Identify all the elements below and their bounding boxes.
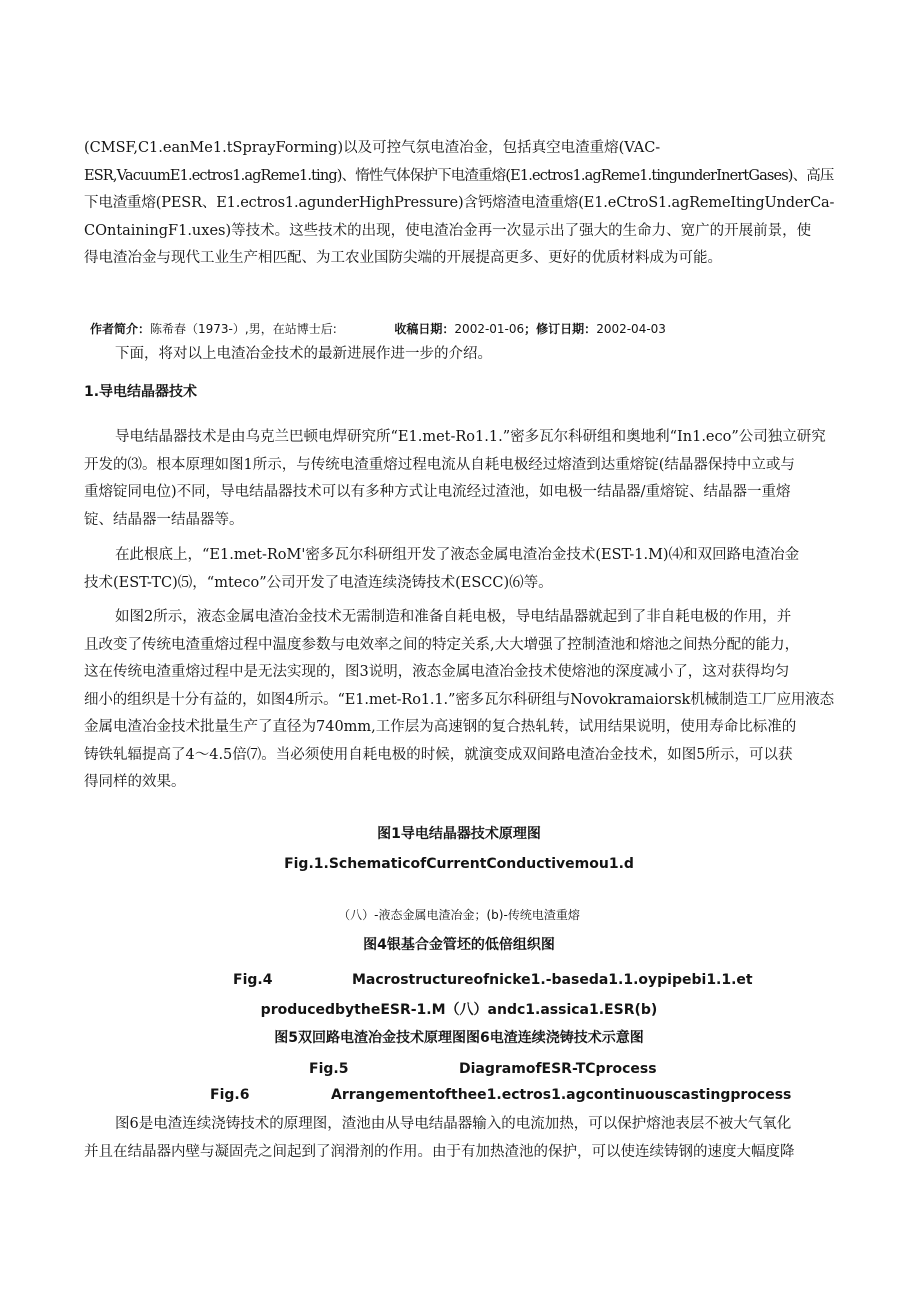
section1-paragraph-1 <box>84 424 834 534</box>
fig6-en-label: Fig.6 <box>210 1087 250 1103</box>
text-line: ESR,VacuumE1.ectros1.agReme1.ting)、惰性气体保护下电渣重熔(E1.ectros1.agReme1.tingunderInertGases)、高压 <box>84 167 834 184</box>
text-line: 锭、结晶器一结晶器等。 <box>84 511 244 528</box>
text-line: COntainingF1.uxes)等技术。这些技术的出现，使电渣冶金再一次显示出了强大的生命力、宽广的开展前景，使 <box>84 222 812 239</box>
text-line: 如图2所示，液态金属电渣冶金技术无需制造和准备自耗电极，导电结晶器就起到了非自耗电极的作用，并 <box>115 609 792 625</box>
fig5-en-label: Fig.5 <box>309 1061 349 1077</box>
text-line: 铸铁轧辐提高了4～4.5倍⑺。当必须使用自耗电极的时候，就演变成双间路电渣冶金技术，如图5所示，可以获 <box>84 746 793 763</box>
text-line: 技术(EST-TC)⑸，“mteco”公司开发了电渣连续浇铸技术(ESCC)⑹等。 <box>84 574 553 591</box>
text-line: 下面，将对以上电渣冶金技术的最新进展作进一步的介绍。 <box>115 346 492 362</box>
fig4-caption-en-b: producedbytheESR-1.M（八）andc1.assica1.ESR(b) <box>260 1002 658 1018</box>
text-line: 且改变了传统电渣重熔过程中温度参数与电效率之间的特定关系,大大增强了控制渣池和熔池之间热分配的能力， <box>84 636 800 653</box>
fig4-en-label: Fig.4 <box>233 972 273 988</box>
fig1-caption-cn: 图1导电结晶器技术原理图 <box>377 826 541 842</box>
fig4-caption-en-a: Macrostructureofnicke1.-baseda1.1.oypipebi1.1.et <box>352 972 753 988</box>
text-line: 图6是电渣连续浇铸技术的原理图，渣池由从导电结晶器输入的电流加热，可以保护熔池表层不被大气氧化 <box>115 1116 792 1132</box>
section-heading: 1.导电结晶器技术 <box>84 384 198 400</box>
text-line: 得电渣冶金与现代工业生产相匹配、为工农业国防尖端的开展提高更多、更好的优质材料成为可能。 <box>84 250 722 266</box>
fig4-subcaption: （八）-液态金属电渣冶金；(b)-传统电渣重熔 <box>338 908 580 922</box>
fig6-caption-en: Arrangementofthee1.ectros1.agcontinuouscastingprocess <box>331 1087 792 1103</box>
text-line: 开发的⑶。根本原理如图1所示，与传统电渣重熔过程电流从自耗电极经过熔渣到达重熔锭(结晶器保持中立或与 <box>84 456 795 473</box>
received-date: 2002-01-06 <box>454 322 525 336</box>
closing-paragraph <box>84 1111 834 1166</box>
author-info <box>90 320 666 337</box>
fig5-caption-en: DiagramofESR-TCprocess <box>459 1061 657 1077</box>
author-text: 陈希春（1973-）,男，在站博士后: <box>150 322 337 336</box>
text-line: 在此根底上，“E1.met-RoM'密多瓦尔科研组开发了液态金属电渣冶金技术(EST-1.M)⑷和双回路电渣冶金 <box>115 547 800 563</box>
text-line: 导电结晶器技术是由乌克兰巴顿电焊研究所“E1.met-Ro1.1.”密多瓦尔科研组和奥地利“In1.eco”公司独立研究 <box>115 429 826 445</box>
fig4-caption-cn: 图4银基合金管坯的低倍组织图 <box>363 937 555 953</box>
revised-label: ；修订日期： <box>524 322 597 336</box>
section1-paragraph-2 <box>84 542 834 597</box>
text-line: 并且在结晶器内壁与凝固壳之间起到了润滑剂的作用。由于有加热渣池的保护，可以使连续铸钢的速度大幅度降 <box>84 1143 795 1160</box>
fig1-caption-en: Fig.1.SchematicofCurrentConductivemou1.d <box>284 856 634 872</box>
text-line: 得同样的效果。 <box>84 774 186 790</box>
text-line: 金属电渣冶金技术批量生产了直径为740mm,工作层为高速钢的复合热轧转，试用结果说明，使用寿命比标准的 <box>84 719 797 735</box>
section1-paragraph-3 <box>84 604 834 797</box>
text-line: 下电渣重熔(PESR、E1.ectros1.agunderHighPressure)含钙熔渣电渣重熔(E1.eCtroS1.agRemeItingUnderCa- <box>84 195 835 211</box>
revised-date: 2002-04-03 <box>596 322 666 336</box>
intro-paragraph <box>84 135 834 273</box>
fig5-6-caption-cn: 图5双回路电渣冶金技术原理图图6电渣连续浇铸技术示意图 <box>274 1030 644 1046</box>
received-label: 收稿日期： <box>394 322 455 336</box>
text-line: 重熔锭同电位)不同，导电结晶器技术可以有多种方式让电流经过渣池，如电极一结晶器/重熔锭、结晶器一重熔 <box>84 484 791 500</box>
transition-paragraph <box>84 341 834 369</box>
text-line: 这在传统电渣重熔过程中是无法实现的，图3说明，液态金属电渣冶金技术使熔池的深度减小了，这对获得均匀 <box>84 664 790 680</box>
text-line: 细小的组织是十分有益的，如图4所示。“E1.met-Ro1.1.”密多瓦尔科研组与Novokramaiorsk机械制造工厂应用液态 <box>84 691 834 708</box>
text-line: (CMSF,C1.eanMe1.tSprayForming)以及可控气氛电渣冶金，包括真空电渣重熔(VAC- <box>84 140 661 156</box>
author-label: 作者简介： <box>90 322 151 336</box>
